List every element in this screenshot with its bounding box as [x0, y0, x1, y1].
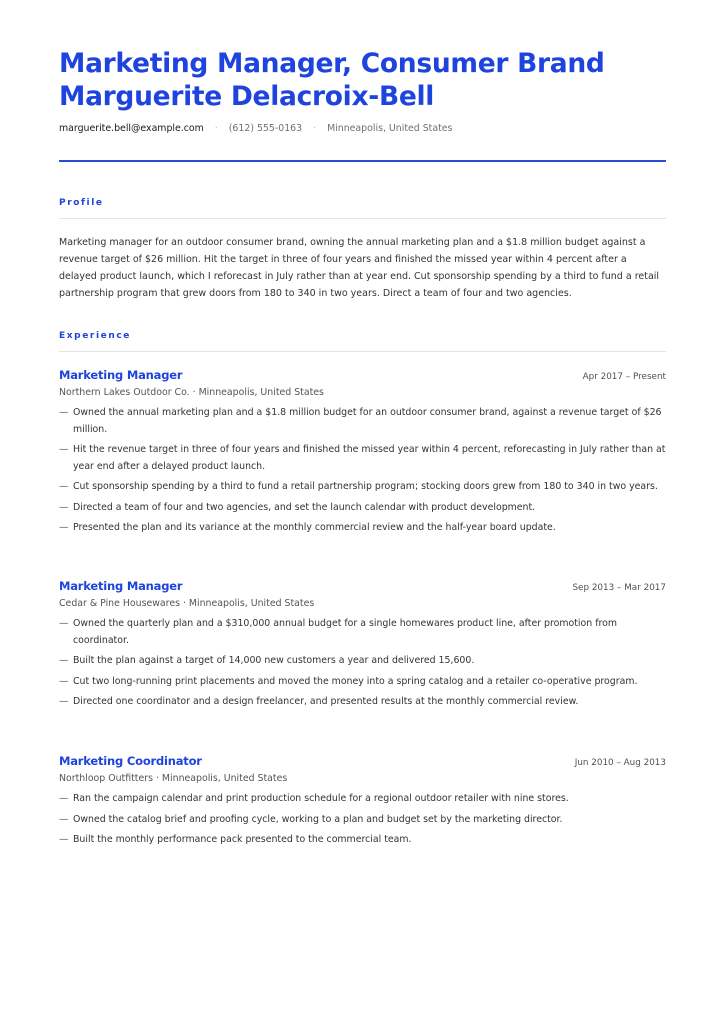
- job-title: Marketing Coordinator: [59, 754, 202, 768]
- dash-icon: —: [59, 444, 69, 455]
- profile-heading: Profile: [59, 198, 104, 208]
- resume-header: [59, 47, 666, 136]
- bullet-item: [59, 442, 666, 475]
- job-entry: [59, 366, 666, 541]
- bullet-text: Presented the plan and its variance at the monthly commercial review and the half-year board update.: [73, 522, 556, 533]
- contact-location: Minneapolis, United States: [327, 123, 453, 134]
- profile-text: Marketing manager for an outdoor consumer brand, owning the annual marketing plan and a $1.8 million budget against a revenue target of $26 million. Hit the target in three of four years and finished the missed year within 4 percent after a delayed product launch, which I reforecast in July rather than at year end. Cut sponsorship spending by a third to fund a retail partnership program that grew doors from 180 to 340 in two years. Direct a team of four and two agencies.: [59, 237, 660, 299]
- job-header: [59, 577, 666, 595]
- bullet-text: Cut two long-running print placements and moved the money into a spring catalog and a retailer co-operative program.: [73, 675, 638, 687]
- title-line-name: Marguerite Delacroix-Bell: [59, 81, 435, 112]
- job-dates: Apr 2017 – Present: [582, 372, 666, 382]
- bullet-text: Owned the catalog brief and proofing cycle, working to a plan and budget set by the marketing director.: [73, 813, 563, 825]
- bullet-item: [59, 812, 666, 829]
- bullet-text: Owned the quarterly plan and a $310,000 annual budget for a single homewares product line, after promotion from coordinator.: [73, 618, 618, 646]
- dash-icon: —: [59, 675, 69, 687]
- bullet-item: [59, 791, 666, 808]
- job-organization: Cedar & Pine Housewares · Minneapolis, United States: [59, 598, 315, 609]
- dash-icon: —: [59, 813, 69, 825]
- job-dates: Jun 2010 – Aug 2013: [574, 758, 666, 768]
- job-title: Marketing Manager: [59, 368, 183, 382]
- contact-phone[interactable]: (612) 555-0163: [228, 123, 303, 134]
- experience-heading: Experience: [59, 331, 131, 341]
- experience-divider: [59, 351, 666, 352]
- bullet-text: Cut sponsorship spending by a third to fund a retail partnership program; stocking doors grew from 180 to 340 in two years.: [73, 481, 658, 492]
- job-header: [59, 366, 666, 384]
- bullet-item: [59, 653, 666, 670]
- contact-separator: ·: [313, 123, 317, 134]
- dash-icon: —: [59, 501, 69, 513]
- profile-divider: [59, 218, 666, 219]
- dash-icon: —: [59, 618, 69, 629]
- dash-icon: —: [59, 481, 69, 492]
- bullet-text: Directed a team of four and two agencies, and set the launch calendar with product development.: [73, 501, 536, 513]
- job-entry: [59, 577, 666, 715]
- job-bullets: [59, 616, 666, 711]
- dash-icon: —: [59, 655, 69, 666]
- bullet-item: [59, 616, 666, 649]
- job-organization: Northloop Outfitters · Minneapolis, United States: [59, 773, 288, 784]
- bullet-item: [59, 500, 666, 517]
- job-bullets: [59, 791, 666, 849]
- job-title: Marketing Manager: [59, 579, 183, 593]
- bullet-item: [59, 694, 666, 711]
- job-header: [59, 752, 666, 770]
- job-dates: Sep 2013 – Mar 2017: [572, 583, 666, 593]
- bullet-text: Built the monthly performance pack presented to the commercial team.: [73, 834, 412, 845]
- bullet-item: [59, 405, 666, 438]
- contact-line: [59, 122, 666, 136]
- job-entry: [59, 752, 666, 853]
- bullet-item: [59, 520, 666, 537]
- contact-separator: ·: [214, 123, 218, 134]
- bullet-text: Built the plan against a target of 14,000 new customers a year and delivered 15,600.: [73, 655, 475, 666]
- bullet-text: Ran the campaign calendar and print production schedule for a regional outdoor retailer with nine stores.: [73, 793, 569, 804]
- bullet-text: Owned the annual marketing plan and a $1.8 million budget for an outdoor consumer brand, against a revenue target of $26 million.: [73, 407, 662, 435]
- job-organization: Northern Lakes Outdoor Co. · Minneapolis, United States: [59, 387, 324, 398]
- job-bullets: [59, 405, 666, 537]
- header-divider: [59, 160, 666, 162]
- dash-icon: —: [59, 696, 69, 707]
- bullet-text: Directed one coordinator and a design freelancer, and presented results at the monthly commercial review.: [73, 696, 579, 707]
- dash-icon: —: [59, 834, 69, 845]
- contact-email[interactable]: marguerite.bell@example.com: [59, 123, 204, 134]
- resume-title: [59, 47, 666, 113]
- bullet-text: Hit the revenue target in three of four years and finished the missed year within 4 percent, reforecasting in July rather than at year end after a delayed product launch.: [73, 444, 666, 472]
- bullet-item: [59, 479, 666, 496]
- title-line-role: Marketing Manager, Consumer Brand: [59, 48, 605, 79]
- dash-icon: —: [59, 522, 69, 533]
- dash-icon: —: [59, 407, 69, 418]
- bullet-item: [59, 674, 666, 691]
- bullet-item: [59, 832, 666, 849]
- dash-icon: —: [59, 793, 69, 804]
